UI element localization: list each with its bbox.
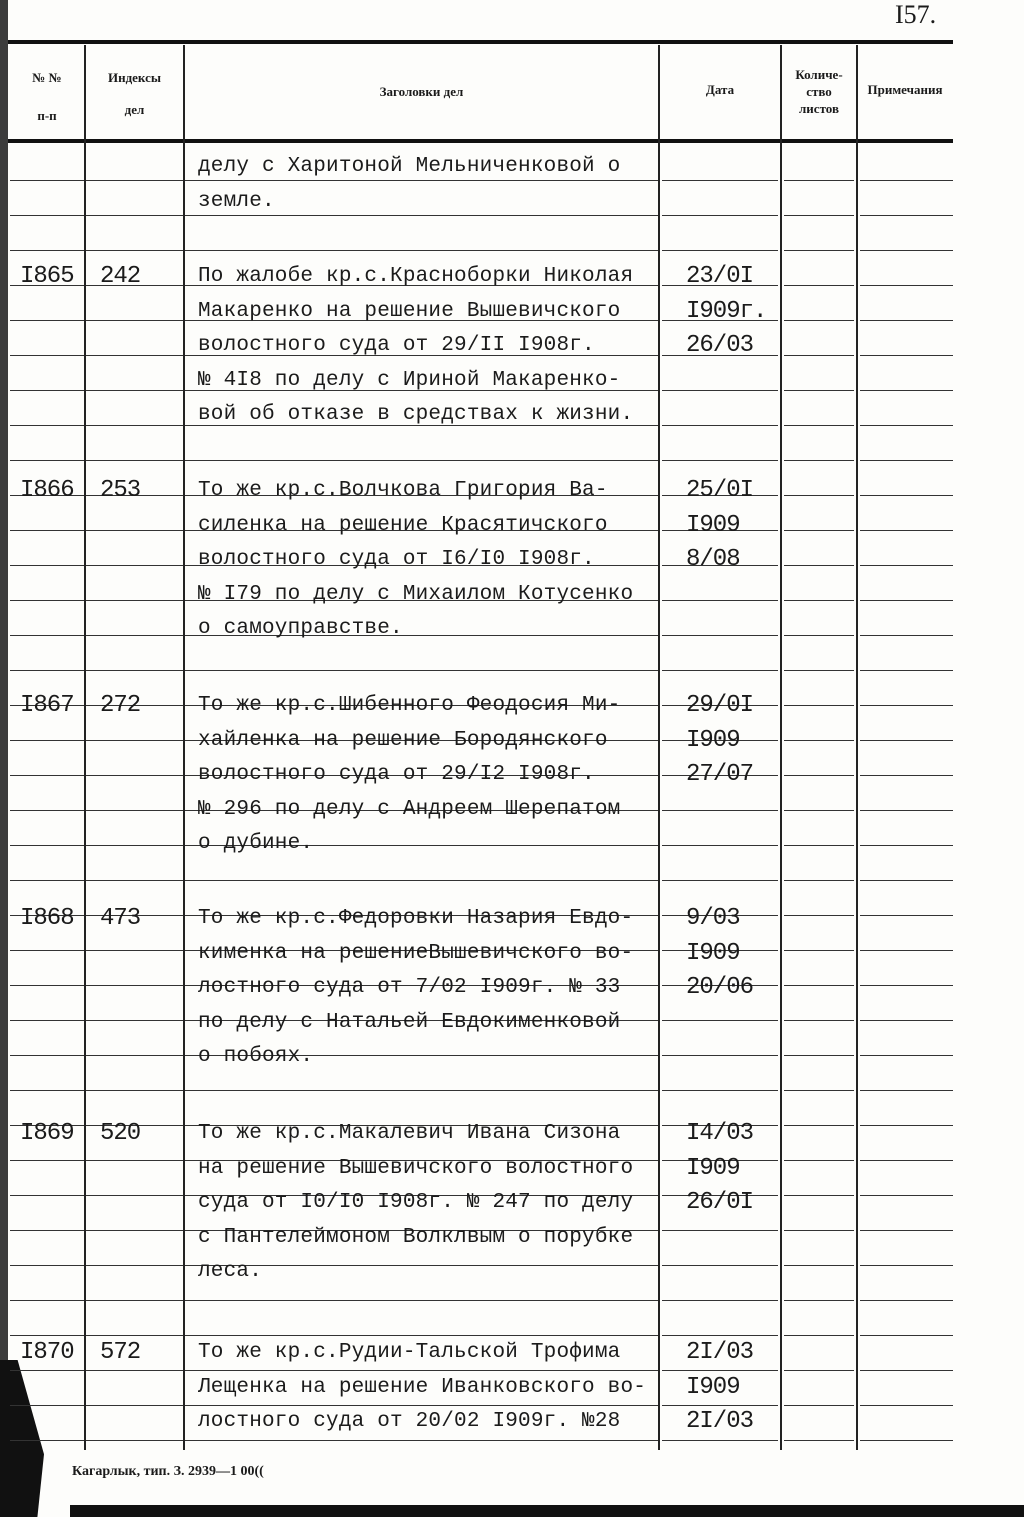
printer-footer: Кагарлык, тип. З. 2939—1 00(( bbox=[72, 1464, 264, 1479]
ruled-line bbox=[662, 1300, 778, 1301]
ruled-line bbox=[86, 635, 183, 636]
ruled-line bbox=[86, 810, 183, 811]
ruled-line bbox=[86, 775, 183, 776]
ruled-line bbox=[860, 915, 953, 916]
record-title-line: леса. bbox=[198, 1260, 263, 1283]
ruled-line bbox=[10, 985, 84, 986]
ruled-line bbox=[86, 740, 183, 741]
ruled-line bbox=[662, 1265, 778, 1266]
ruled-line bbox=[10, 1195, 84, 1196]
ruled-line bbox=[860, 425, 953, 426]
ruled-line bbox=[860, 950, 953, 951]
ruled-line bbox=[10, 1090, 84, 1091]
record-date-line: 20/06 bbox=[686, 974, 754, 1001]
ruled-line bbox=[784, 1230, 854, 1231]
ruled-line bbox=[860, 1020, 953, 1021]
ruled-line bbox=[10, 1300, 84, 1301]
ruled-line bbox=[86, 215, 183, 216]
ruled-line bbox=[860, 1125, 953, 1126]
ruled-line bbox=[860, 460, 953, 461]
record-index: 242 bbox=[100, 263, 141, 290]
record-date-line: I909 bbox=[686, 939, 740, 967]
header-date: Дата bbox=[705, 82, 735, 97]
record-title-line: суда от I0/I0 I908г. № 247 по делу bbox=[198, 1191, 634, 1214]
record-title-line: № 296 по делу с Андреем Шерепатом bbox=[198, 797, 621, 821]
record-title-line: кименка на решениеВышевичского во- bbox=[198, 941, 634, 965]
ruled-line bbox=[860, 565, 953, 566]
ruled-line bbox=[10, 320, 84, 321]
ruled-line bbox=[10, 425, 84, 426]
ruled-line bbox=[86, 1370, 183, 1371]
ruled-line bbox=[784, 1020, 854, 1021]
record-title-line: То же кр.с.Рудии-Тальской Трофима bbox=[198, 1341, 621, 1364]
ruled-line bbox=[784, 215, 854, 216]
ruled-line bbox=[860, 1265, 953, 1266]
record-title-line: Макаренко на решение Вышевичского bbox=[198, 299, 621, 323]
ruled-line bbox=[662, 635, 778, 636]
ruled-line bbox=[86, 1265, 183, 1266]
record-number: I868 bbox=[20, 905, 74, 932]
record-index: 520 bbox=[100, 1120, 141, 1147]
record-title-line: волостного суда от 29/II I908г. bbox=[198, 334, 595, 357]
ruled-line bbox=[10, 600, 84, 601]
record-date-line: 25/0I bbox=[686, 477, 754, 504]
ruled-line bbox=[784, 285, 854, 286]
header-sheets bbox=[782, 66, 856, 117]
ruled-line bbox=[86, 1160, 183, 1161]
record-title-line: с Пантелеймоном Волклвым о порубке bbox=[198, 1225, 634, 1249]
record-date-line: 26/0I bbox=[686, 1189, 754, 1216]
ruled-line bbox=[10, 250, 84, 251]
ruled-line bbox=[784, 180, 854, 181]
ruled-line bbox=[10, 1265, 84, 1266]
record-date-line: 2I/03 bbox=[686, 1339, 754, 1366]
record-index: 272 bbox=[100, 692, 141, 719]
ruled-line bbox=[185, 460, 658, 461]
ruled-line bbox=[784, 460, 854, 461]
ruled-line bbox=[662, 1090, 778, 1091]
ruled-line bbox=[860, 1370, 953, 1371]
ruled-line bbox=[860, 1335, 953, 1336]
column-divider-num bbox=[84, 45, 86, 1450]
ruled-line bbox=[86, 600, 183, 601]
ruled-line bbox=[860, 1230, 953, 1231]
ruled-line bbox=[662, 215, 778, 216]
ruled-line bbox=[662, 1055, 778, 1056]
ruled-line bbox=[784, 705, 854, 706]
ruled-line bbox=[860, 180, 953, 181]
ruled-line bbox=[784, 1265, 854, 1266]
ruled-line bbox=[784, 1440, 854, 1441]
header-bottom-rule bbox=[8, 139, 953, 143]
torn-page-corner bbox=[0, 1360, 44, 1517]
ruled-line bbox=[784, 1405, 854, 1406]
ruled-line bbox=[784, 670, 854, 671]
record-title-line: Лещенка на решение Иванковского во- bbox=[198, 1375, 647, 1399]
record-date-line: 8/08 bbox=[686, 546, 740, 573]
ruled-line bbox=[860, 1160, 953, 1161]
ruled-line bbox=[10, 845, 84, 846]
ruled-line bbox=[860, 530, 953, 531]
header-title: Заголовки дел bbox=[379, 84, 464, 99]
ruled-line bbox=[86, 565, 183, 566]
record-date-line: 2I/03 bbox=[686, 1408, 754, 1435]
ruled-line bbox=[860, 880, 953, 881]
ruled-line bbox=[10, 635, 84, 636]
ruled-line bbox=[185, 1440, 658, 1441]
ruled-line bbox=[860, 495, 953, 496]
header-index-line1: Индексы bbox=[107, 70, 162, 85]
scan-bottom-edge bbox=[70, 1505, 1024, 1517]
record-title-line: То же кр.с.Федоровки Назария Евдо- bbox=[198, 907, 634, 930]
ruled-line bbox=[10, 565, 84, 566]
header-num-line1: № № bbox=[32, 70, 62, 85]
ruled-line bbox=[185, 215, 658, 216]
ruled-line bbox=[10, 1440, 84, 1441]
record-title-line: волостного суда от I6/I0 I908г. bbox=[198, 548, 595, 571]
ruled-line bbox=[784, 1160, 854, 1161]
ruled-line bbox=[784, 775, 854, 776]
ruled-line bbox=[784, 1125, 854, 1126]
record-number: I870 bbox=[20, 1339, 74, 1366]
ruled-line bbox=[86, 1195, 183, 1196]
record-index: 572 bbox=[100, 1339, 141, 1366]
header-num-line2: п-п bbox=[37, 108, 57, 123]
ruled-line bbox=[662, 1440, 778, 1441]
ruled-line bbox=[662, 1020, 778, 1021]
record-title-line: вой об отказе в средствах к жизни. bbox=[198, 403, 634, 426]
record-title-line: о самоуправстве. bbox=[198, 617, 403, 640]
ruled-line bbox=[860, 740, 953, 741]
ruled-line bbox=[860, 1300, 953, 1301]
ruled-line bbox=[860, 355, 953, 356]
ruled-line bbox=[86, 425, 183, 426]
ruled-line bbox=[860, 215, 953, 216]
ruled-line bbox=[86, 845, 183, 846]
ruled-line bbox=[860, 1405, 953, 1406]
ruled-line bbox=[662, 880, 778, 881]
ruled-line bbox=[662, 390, 778, 391]
ruled-line bbox=[860, 600, 953, 601]
ruled-line bbox=[86, 1300, 183, 1301]
record-number: I866 bbox=[20, 477, 74, 504]
record-title-line: о побоях. bbox=[198, 1045, 314, 1068]
ruled-line bbox=[10, 670, 84, 671]
ruled-line bbox=[10, 215, 84, 216]
ruled-line bbox=[784, 1090, 854, 1091]
record-date-line: I909г. bbox=[686, 297, 767, 325]
record-date-line: I909 bbox=[686, 511, 740, 539]
ruled-line bbox=[185, 1090, 658, 1091]
record-title-line: То же кр.с.Волчкова Григория Ва- bbox=[198, 479, 608, 502]
ruled-line bbox=[185, 1335, 658, 1336]
column-divider-index bbox=[183, 45, 185, 1450]
ruled-line bbox=[662, 1405, 778, 1406]
ruled-line bbox=[860, 320, 953, 321]
column-divider-sheets bbox=[856, 45, 858, 1450]
record-title-line: на решение Вышевичского волостного bbox=[198, 1156, 634, 1180]
record-number: I867 bbox=[20, 692, 74, 719]
record-title-line: № I79 по делу с Михаилом Котусенко bbox=[198, 582, 634, 606]
ruled-line bbox=[185, 1300, 658, 1301]
ruled-line bbox=[86, 985, 183, 986]
header-sheets-line3: листов bbox=[799, 101, 839, 116]
ruled-line bbox=[185, 180, 658, 181]
ruled-line bbox=[10, 1055, 84, 1056]
record-date-line: I4/03 bbox=[686, 1120, 754, 1147]
ruled-line bbox=[86, 1090, 183, 1091]
ruled-line bbox=[860, 775, 953, 776]
record-date-line: 9/03 bbox=[686, 905, 740, 932]
record-number: I865 bbox=[20, 263, 74, 290]
record-title-line: № 4I8 по делу с Ириной Макаренко- bbox=[198, 368, 621, 392]
record-date-line: I909 bbox=[686, 1373, 740, 1401]
record-title-line: силенка на решение Красятичского bbox=[198, 513, 608, 537]
ruled-line bbox=[784, 425, 854, 426]
record-date-line: 29/0I bbox=[686, 692, 754, 719]
ruled-line bbox=[86, 1440, 183, 1441]
ruled-line bbox=[860, 1090, 953, 1091]
ruled-line bbox=[86, 355, 183, 356]
header-sheets-line1: Количе- bbox=[795, 67, 843, 82]
ruled-line bbox=[662, 670, 778, 671]
ruled-line bbox=[662, 1370, 778, 1371]
ruled-line bbox=[860, 705, 953, 706]
record-title-line: о дубине. bbox=[198, 832, 314, 855]
header-notes: Примечания bbox=[867, 82, 943, 97]
ruled-line bbox=[10, 950, 84, 951]
ruled-line bbox=[10, 355, 84, 356]
ruled-line bbox=[86, 180, 183, 181]
record-date-line: I909 bbox=[686, 726, 740, 754]
ruled-line bbox=[10, 1405, 84, 1406]
ruled-line bbox=[784, 600, 854, 601]
record-title-line: хайленка на решение Бородянского bbox=[198, 728, 608, 752]
ruled-line bbox=[86, 670, 183, 671]
ruled-line bbox=[185, 250, 658, 251]
ruled-line bbox=[784, 565, 854, 566]
ruled-line bbox=[784, 880, 854, 881]
ruled-line bbox=[860, 1055, 953, 1056]
ruled-line bbox=[86, 950, 183, 951]
ruled-line bbox=[86, 250, 183, 251]
ruled-line bbox=[86, 1335, 183, 1336]
ruled-line bbox=[662, 1230, 778, 1231]
header-index bbox=[86, 70, 183, 118]
record-title-line: по делу с Натальей Евдокименковой bbox=[198, 1010, 621, 1034]
ruled-line bbox=[10, 390, 84, 391]
ruled-line bbox=[10, 775, 84, 776]
record-index: 473 bbox=[100, 905, 141, 932]
ruled-line bbox=[784, 320, 854, 321]
record-title-line: лостного суда от 7/02 I909г. № 33 bbox=[198, 976, 621, 999]
record-title-line: То же кр.с.Макалевич Ивана Сизона bbox=[198, 1122, 621, 1145]
ruled-line bbox=[185, 1370, 658, 1371]
ruled-line bbox=[10, 1230, 84, 1231]
ruled-line bbox=[860, 635, 953, 636]
ruled-line bbox=[10, 460, 84, 461]
ruled-line bbox=[10, 180, 84, 181]
header-top-rule bbox=[8, 40, 953, 44]
page-number: I57. bbox=[895, 0, 937, 29]
ruled-line bbox=[86, 880, 183, 881]
ruled-line bbox=[86, 1405, 183, 1406]
ruled-line bbox=[86, 1020, 183, 1021]
ruled-line bbox=[860, 285, 953, 286]
ruled-line bbox=[860, 1440, 953, 1441]
ruled-line bbox=[10, 880, 84, 881]
record-index: 253 bbox=[100, 477, 141, 504]
ruled-line bbox=[662, 810, 778, 811]
ruled-line bbox=[86, 320, 183, 321]
ruled-line bbox=[662, 845, 778, 846]
record-title-line: То же кр.с.Шибенного Феодосия Ми- bbox=[198, 694, 621, 717]
ruled-line bbox=[185, 880, 658, 881]
ruled-line bbox=[784, 1335, 854, 1336]
record-date-line: 26/03 bbox=[686, 332, 754, 359]
column-divider-date bbox=[780, 45, 782, 1450]
ruled-line bbox=[86, 530, 183, 531]
ruled-line bbox=[784, 1370, 854, 1371]
ruled-line bbox=[662, 600, 778, 601]
ruled-line bbox=[662, 250, 778, 251]
ruled-line bbox=[784, 635, 854, 636]
ruled-line bbox=[784, 985, 854, 986]
ruled-line bbox=[10, 740, 84, 741]
ruled-line bbox=[784, 390, 854, 391]
ruled-line bbox=[860, 390, 953, 391]
ruled-line bbox=[860, 1195, 953, 1196]
ruled-line bbox=[10, 810, 84, 811]
ruled-line bbox=[662, 425, 778, 426]
ruled-line bbox=[86, 390, 183, 391]
record-title-line: волостного суда от 29/I2 I908г. bbox=[198, 763, 595, 786]
ruled-line bbox=[784, 1195, 854, 1196]
ruled-line bbox=[86, 1055, 183, 1056]
ruled-line bbox=[784, 950, 854, 951]
ruled-line bbox=[784, 1300, 854, 1301]
ruled-line bbox=[784, 250, 854, 251]
ruled-line bbox=[860, 250, 953, 251]
ruled-line bbox=[662, 180, 778, 181]
ruled-line bbox=[784, 495, 854, 496]
ruled-line bbox=[860, 845, 953, 846]
ruled-line bbox=[10, 530, 84, 531]
ruled-line bbox=[784, 740, 854, 741]
header-index-line2: дел bbox=[124, 102, 145, 117]
ruled-line bbox=[662, 460, 778, 461]
ruled-line bbox=[860, 810, 953, 811]
ruled-line bbox=[185, 670, 658, 671]
record-date-line: I909 bbox=[686, 1154, 740, 1182]
ruled-line bbox=[784, 1055, 854, 1056]
ruled-line bbox=[185, 1405, 658, 1406]
ruled-line bbox=[86, 460, 183, 461]
record-date-line: 23/0I bbox=[686, 263, 754, 290]
header-sheets-line2: ство bbox=[806, 84, 832, 99]
ruled-line bbox=[10, 1370, 84, 1371]
record-date-line: 27/07 bbox=[686, 761, 754, 788]
ruled-line bbox=[784, 355, 854, 356]
ruled-line bbox=[860, 985, 953, 986]
record-title-line: лостного суда от 20/02 I909г. №28 bbox=[198, 1410, 621, 1433]
continuation-line: делу с Харитоной Мельниченковой о bbox=[198, 155, 621, 178]
ruled-line bbox=[784, 530, 854, 531]
ruled-line bbox=[784, 915, 854, 916]
ruled-line bbox=[662, 1335, 778, 1336]
ruled-line bbox=[10, 1335, 84, 1336]
record-number: I869 bbox=[20, 1120, 74, 1147]
record-title-line: По жалобе кр.с.Красноборки Николая bbox=[198, 265, 634, 288]
ruled-line bbox=[10, 1020, 84, 1021]
continuation-line: земле. bbox=[198, 190, 275, 213]
ruled-line bbox=[860, 670, 953, 671]
ruled-line bbox=[784, 810, 854, 811]
ruled-line bbox=[10, 1160, 84, 1161]
ruled-line bbox=[784, 845, 854, 846]
header-num bbox=[10, 70, 84, 124]
scan-edge-shadow bbox=[0, 0, 8, 1517]
ruled-line bbox=[86, 1230, 183, 1231]
